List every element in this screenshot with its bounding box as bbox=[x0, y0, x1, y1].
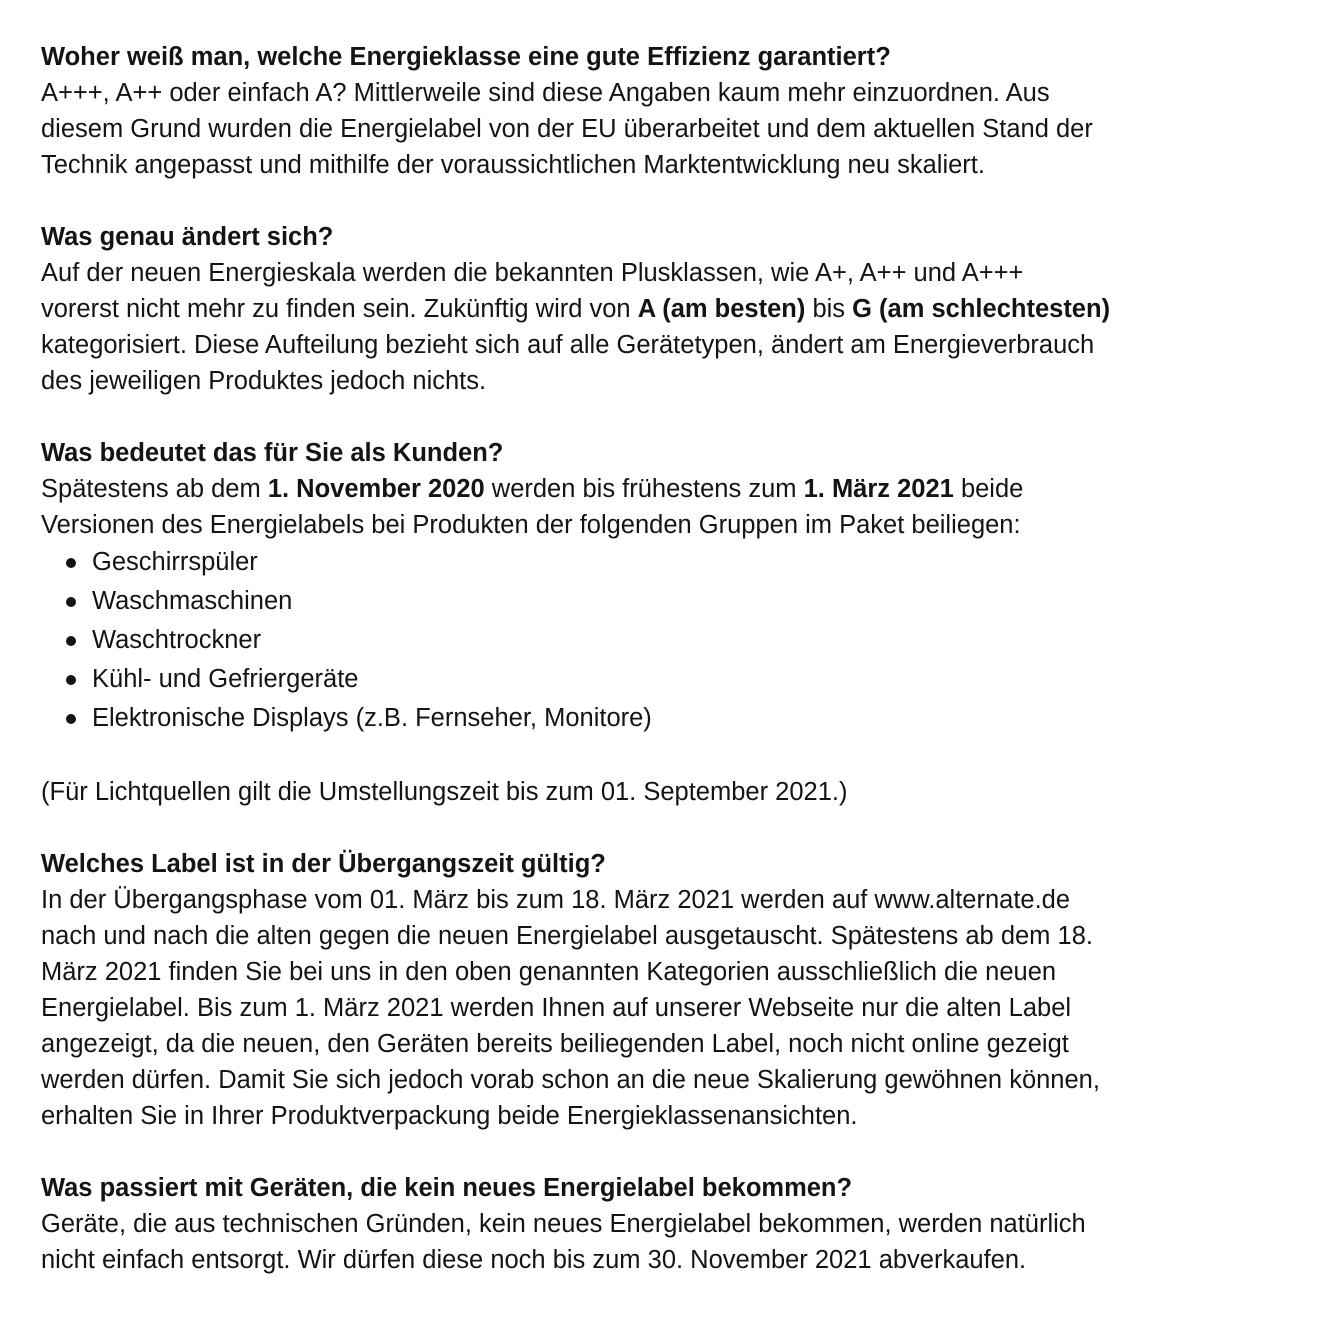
paragraph-efficiency bbox=[41, 75, 1290, 183]
text-segment: beide bbox=[953, 475, 1024, 503]
text-line: Energielabel. Bis zum 1. März 2021 werden Ihnen auf unserer Webseite nur die alten Label bbox=[41, 994, 1072, 1022]
section-no-new-label bbox=[41, 1170, 1290, 1278]
heading-transition: Welches Label ist in der Übergangszeit gültig? bbox=[41, 850, 606, 878]
heading-no-new-label: Was passiert mit Geräten, die kein neues Energielabel bekommen? bbox=[41, 1174, 853, 1202]
text-line: Auf der neuen Energieskala werden die bekannten Plusklassen, wie A+, A++ und A+++ bbox=[41, 259, 1024, 287]
text-line: Geräte, die aus technischen Gründen, kein neues Energielabel bekommen, werden natürlich bbox=[41, 1210, 1086, 1238]
product-groups-list bbox=[41, 543, 1290, 738]
text-line: A+++, A++ oder einfach A? Mittlerweile sind diese Angaben kaum mehr einzuordnen. Aus bbox=[41, 79, 1050, 107]
text-line: kategorisiert. Diese Aufteilung bezieht sich auf alle Gerätetypen, ändert am Energieverbrauch bbox=[41, 331, 1095, 359]
section-efficiency bbox=[41, 39, 1290, 183]
paragraph-transition bbox=[41, 882, 1290, 1134]
list-item: Kühl- und Gefriergeräte bbox=[41, 660, 1290, 699]
paragraph-customers bbox=[41, 471, 1290, 543]
text-line: nach und nach die alten gegen die neuen Energielabel ausgetauscht. Spätestens ab dem 18. bbox=[41, 922, 1093, 950]
text-segment: bis bbox=[805, 295, 853, 323]
bullet-icon bbox=[66, 597, 76, 607]
bold-date-end: 1. März 2021 bbox=[803, 475, 954, 503]
text-segment: werden bis frühestens zum bbox=[484, 475, 804, 503]
heading-changes: Was genau ändert sich? bbox=[41, 223, 334, 251]
list-item: Waschmaschinen bbox=[41, 582, 1290, 621]
bold-date-start: 1. November 2020 bbox=[267, 475, 485, 503]
bullet-icon bbox=[66, 675, 76, 685]
paragraph-changes bbox=[41, 255, 1290, 399]
bullet-icon bbox=[66, 558, 76, 568]
section-transition bbox=[41, 846, 1290, 1134]
section-customers bbox=[41, 435, 1290, 810]
text-line: Technik angepasst und mithilfe der voraussichtlichen Marktentwicklung neu skaliert. bbox=[41, 151, 985, 179]
heading-efficiency: Woher weiß man, welche Energieklasse eine gute Effizienz garantiert? bbox=[41, 43, 891, 71]
text-segment: vorerst nicht mehr zu finden sein. Zukünftig wird von bbox=[41, 295, 638, 323]
bullet-icon bbox=[66, 636, 76, 646]
list-item: Geschirrspüler bbox=[41, 543, 1290, 582]
bullet-icon bbox=[66, 714, 76, 724]
text-line: Versionen des Energielabels bei Produkten der folgenden Gruppen im Paket beiliegen: bbox=[41, 511, 1021, 539]
text-line: angezeigt, da die neuen, den Geräten bereits beiliegenden Label, noch nicht online gezeigt bbox=[41, 1030, 1069, 1058]
text-segment: Spätestens ab dem bbox=[41, 475, 268, 503]
bold-class-a: A (am besten) bbox=[637, 295, 806, 323]
text-line: des jeweiligen Produktes jedoch nichts. bbox=[41, 367, 487, 395]
paragraph-no-new-label bbox=[41, 1206, 1290, 1278]
text-line: diesem Grund wurden die Energielabel von der EU überarbeitet und dem aktuellen Stand der bbox=[41, 115, 1093, 143]
text-line: werden dürfen. Damit Sie sich jedoch vorab schon an die neue Skalierung gewöhnen können, bbox=[41, 1066, 1100, 1094]
text-line: nicht einfach entsorgt. Wir dürfen diese noch bis zum 30. November 2021 abverkaufen. bbox=[41, 1246, 1027, 1274]
text-line: März 2021 finden Sie bei uns in den oben genannten Kategorien ausschließlich die neuen bbox=[41, 958, 1057, 986]
section-changes bbox=[41, 219, 1290, 399]
list-item: Waschtrockner bbox=[41, 621, 1290, 660]
heading-customers: Was bedeutet das für Sie als Kunden? bbox=[41, 439, 504, 467]
text-line: erhalten Sie in Ihrer Produktverpackung beide Energieklassenansichten. bbox=[41, 1102, 858, 1130]
text-line: In der Übergangsphase vom 01. März bis zum 18. März 2021 werden auf www.alternate.de bbox=[41, 886, 1071, 914]
light-sources-note: (Für Lichtquellen gilt die Umstellungszeit bis zum 01. September 2021.) bbox=[41, 778, 848, 806]
bold-class-g: G (am schlechtesten) bbox=[852, 295, 1111, 323]
list-item: Elektronische Displays (z.B. Fernseher, Monitore) bbox=[41, 699, 1290, 738]
